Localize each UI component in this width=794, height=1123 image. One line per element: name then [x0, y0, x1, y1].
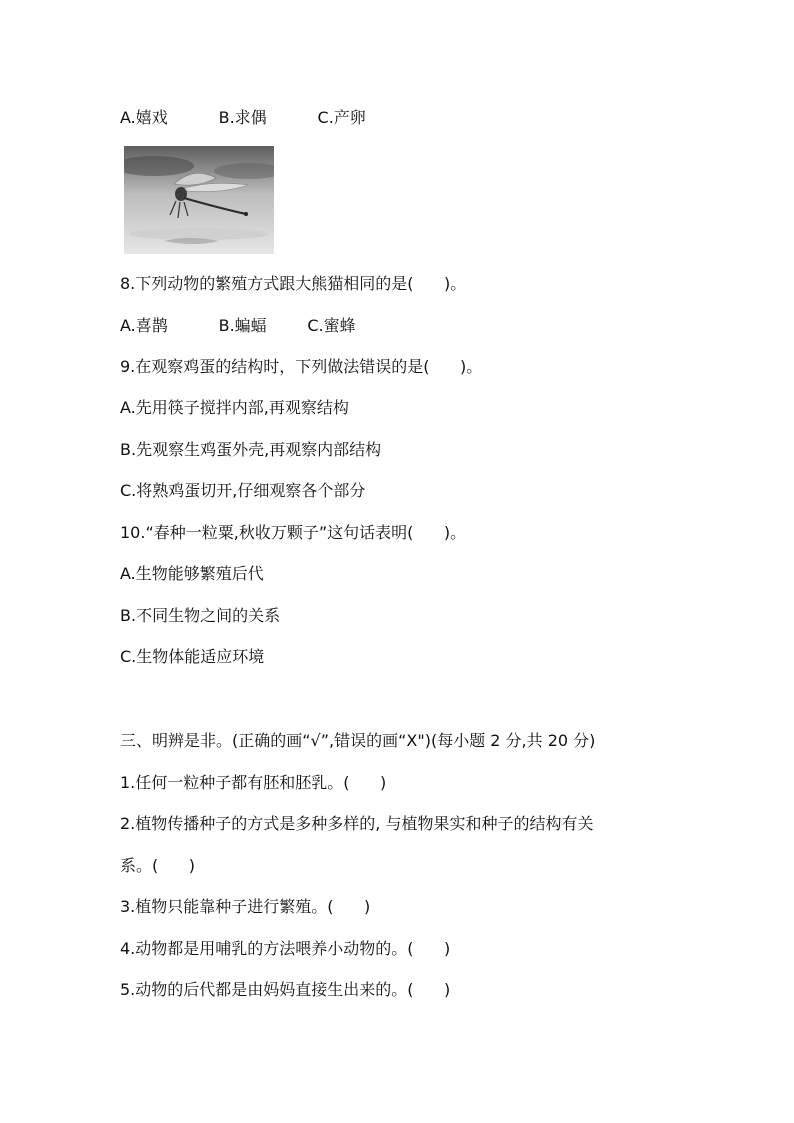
tf-item-5: 5.动物的后代都是由妈妈直接生出来的。( ): [120, 980, 451, 999]
q10-option-b: B.不同生物之间的关系: [120, 606, 281, 625]
q10-option-a: A.生物能够繁殖后代: [120, 564, 264, 583]
q9-option-c: C.将熟鸡蛋切开,仔细观察各个部分: [120, 481, 366, 500]
tf-item-2-line2: 系。( ): [120, 856, 196, 875]
dragonfly-photo: [124, 146, 274, 254]
q7-options: A.嬉戏 B.求偶 C.产卵: [120, 108, 366, 127]
section3-heading: 三、明辨是非。(正确的画“√”,错误的画“X")(每小题 2 分,共 20 分): [120, 731, 596, 750]
tf-item-1: 1.任何一粒种子都有胚和胚乳。( ): [120, 773, 387, 792]
tf-item-2-line1: 2.植物传播种子的方式是多种多样的, 与植物果实和种子的结构有关: [120, 814, 594, 833]
tf-item-3: 3.植物只能靠种子进行繁殖。( ): [120, 897, 371, 916]
q9-stem: 9.在观察鸡蛋的结构时，下列做法错误的是( )。: [120, 357, 483, 376]
q10-stem: 10.“春种一粒粟,秋收万颗子”这句话表明( )。: [120, 523, 467, 542]
q9-option-b: B.先观察生鸡蛋外壳,再观察内部结构: [120, 440, 382, 459]
q10-option-c: C.生物体能适应环境: [120, 647, 265, 666]
tf-item-4: 4.动物都是用哺乳的方法喂养小动物的。( ): [120, 939, 451, 958]
q9-option-a: A.先用筷子搅拌内部,再观察结构: [120, 398, 349, 417]
q8-options: A.喜鹊 B.蝙蝠 C.蜜蜂: [120, 316, 356, 335]
q8-stem: 8.下列动物的繁殖方式跟大熊猫相同的是( )。: [120, 274, 467, 293]
